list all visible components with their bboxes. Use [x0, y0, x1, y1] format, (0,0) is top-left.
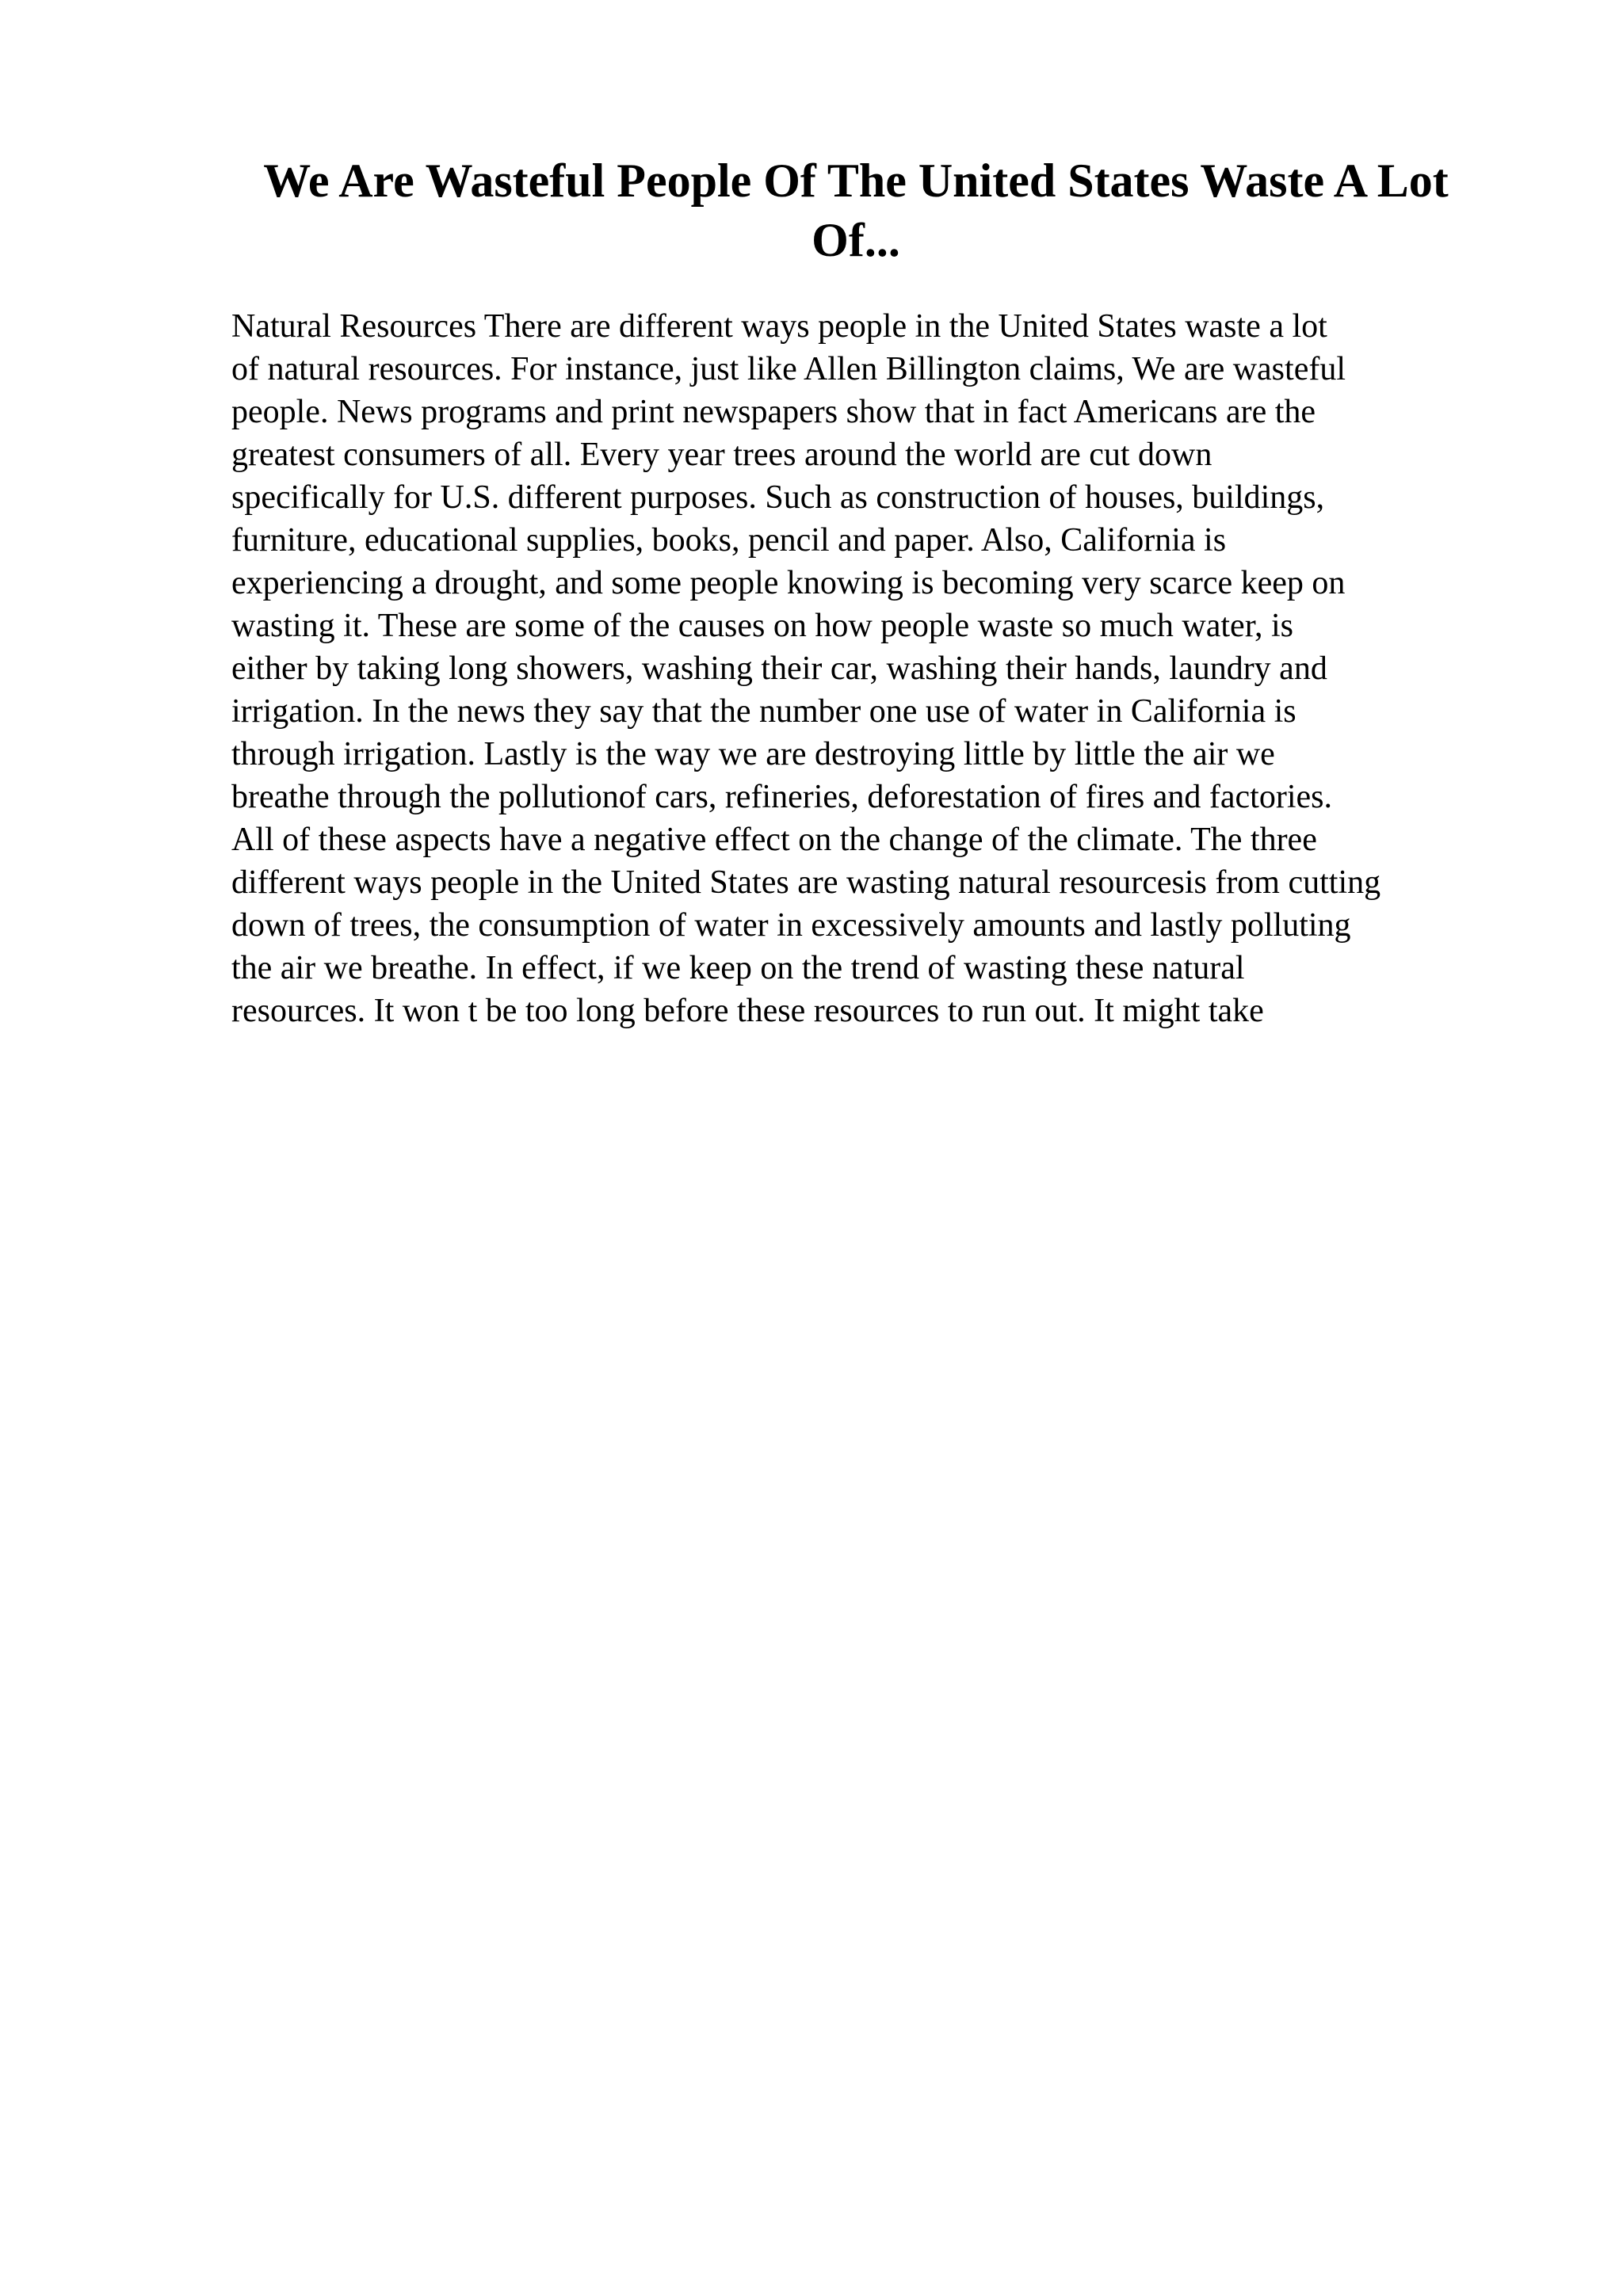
- body-line: breathe through the pollutionof cars, refineries, deforestation of fires and factories.: [231, 779, 1332, 815]
- body-line: the air we breathe. In effect, if we keep on the trend of wasting these natural: [231, 950, 1245, 986]
- body-line: Natural Resources There are different ways people in the United States waste a lot: [231, 308, 1327, 345]
- body-line: down of trees, the consumption of water in excessively amounts and lastly polluting: [231, 907, 1351, 944]
- body-line: furniture, educational supplies, books, pencil and paper. Also, California is: [231, 522, 1227, 559]
- body-line: irrigation. In the news they say that the number one use of water in California is: [231, 693, 1296, 730]
- title-line: Of...: [812, 214, 900, 266]
- body-line: wasting it. These are some of the causes on how people waste so much water, is: [231, 608, 1294, 644]
- body-line: specifically for U.S. different purposes. Such as construction of houses, buildings,: [231, 479, 1325, 516]
- body-line: either by taking long showers, washing their car, washing their hands, laundry and: [231, 650, 1327, 687]
- title-line: We Are Wasteful People Of The United States Waste A Lot: [263, 154, 1449, 207]
- body-line: greatest consumers of all. Every year trees around the world are cut down: [231, 437, 1212, 473]
- body-line: resources. It won t be too long before these resources to run out. It might take: [231, 993, 1264, 1029]
- body-line: different ways people in the United States are wasting natural resourcesis from cutting: [231, 864, 1381, 901]
- body-line: of natural resources. For instance, just like Allen Billington claims, We are wasteful: [231, 351, 1346, 387]
- essay-body: [231, 305, 1515, 1032]
- body-line: experiencing a drought, and some people knowing is becoming very scarce keep on: [231, 565, 1346, 601]
- document-title: [238, 151, 1474, 270]
- body-line: All of these aspects have a negative effect on the change of the climate. The three: [231, 822, 1317, 858]
- body-line: through irrigation. Lastly is the way we are destroying little by little the air we: [231, 736, 1275, 772]
- body-line: people. News programs and print newspapers show that in fact Americans are the: [231, 394, 1316, 430]
